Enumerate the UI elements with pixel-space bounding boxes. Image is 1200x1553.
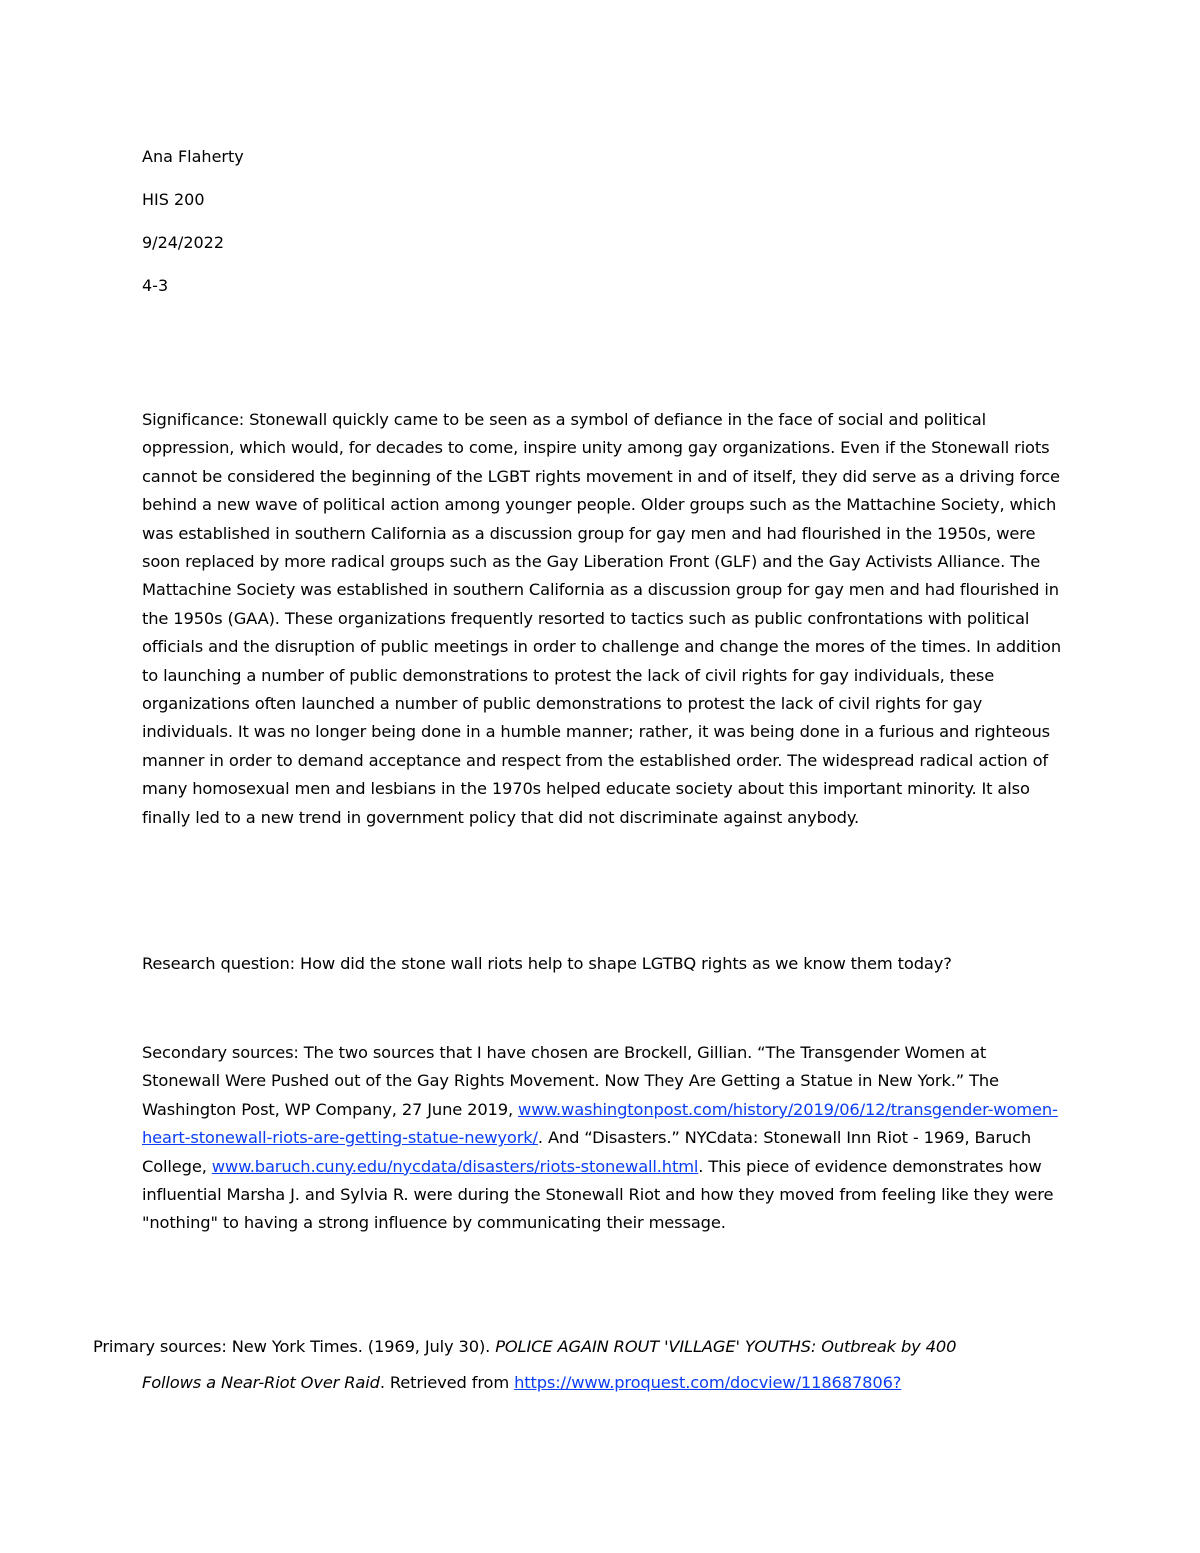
secondary-sources-intro: Secondary sources: The two sources that I have chosen are Brockell, Gillian. “The Transgender Women at Stonewall Were Pushed out of the Gay Rights Movement. Now They Are Getting a Statue in New York.” The Washington Post, WP Company, 27 June 2019,: [142, 1043, 999, 1119]
assignment-number: 4-3: [142, 276, 169, 295]
baruch-link[interactable]: www.baruch.cuny.edu/nycdata/disasters/riots-stonewall.html: [211, 1156, 699, 1176]
significance-paragraph: Significance: Stonewall quickly came to be seen as a symbol of defiance in the face of social and political oppression, which would, for decades to come, inspire unity among gay organizations. Even if the Stonewall riots cannot be considered the beginning of the LGBT rights movement in and of itself, they did serve as a driving force behind a new wave of political action among younger people. Older groups such as the Mattachine Society, which was established in southern California as a discussion group for gay men and had flourished in the 1950s, were soon replaced by more radical groups such as the Gay Liberation Front (GLF) and the Gay Activists Alliance. The Mattachine Society was established in southern California as a discussion group for gay men and had flourished in the 1950s (GAA). These organizations frequently resorted to tactics such as public confrontations with political officials and the disruption of public meetings in order to challenge and change the mores of the times. In addition to launching a number of public demonstrations to protest the lack of civil rights for gay individuals, these organizations often launched a number of public demonstrations to protest the lack of civil rights for gay individuals. It was no longer being done in a humble manner; rather, it was being done in a furious and righteous manner in order to demand acceptance and respect from the established order. The widespread radical action of many homosexual men and lesbians in the 1970s helped educate society about this important minority. It also finally led to a new trend in government policy that did not discriminate against anybody.: [142, 410, 1062, 827]
secondary-sources-paragraph: [142, 1039, 1067, 1238]
primary-source-title-line2: Follows a Near-Riot Over Raid: [142, 1373, 380, 1392]
primary-sources-retrieved: . Retrieved from: [379, 1373, 515, 1392]
primary-source-title-line1: POLICE AGAIN ROUT 'VILLAGE' YOUTHS: Outbreak by 400: [495, 1337, 957, 1356]
secondary-sources-outro: . This piece of evidence demonstrates how influential Marsha J. and Sylvia R. were during the Stonewall Riot and how they moved from feeling like they were "nothing" to having a strong influence by communicating their message.: [142, 1156, 1054, 1233]
course-code: HIS 200: [142, 190, 205, 209]
primary-sources-paragraph: [93, 1329, 1093, 1401]
proquest-link[interactable]: https://www.proquest.com/docview/118687806?: [514, 1373, 902, 1392]
primary-sources-intro: Primary sources: New York Times. (1969, July 30).: [93, 1337, 496, 1356]
document-date: 9/24/2022: [142, 233, 225, 252]
research-question-paragraph: Research question: How did the stone wall riots help to shape LGTBQ rights as we know them today?: [142, 954, 952, 973]
author-name: Ana Flaherty: [142, 147, 244, 166]
secondary-sources-mid: . And “Disasters.” NYCdata: Stonewall Inn Riot - 1969, Baruch College,: [142, 1128, 1032, 1176]
primary-sources-line2: [93, 1365, 1093, 1401]
washington-post-link[interactable]: www.washingtonpost.com/history/2019/06/12/transgender-women-heart-stonewall-riots-are-getting-statue-newyork/: [142, 1099, 1058, 1148]
